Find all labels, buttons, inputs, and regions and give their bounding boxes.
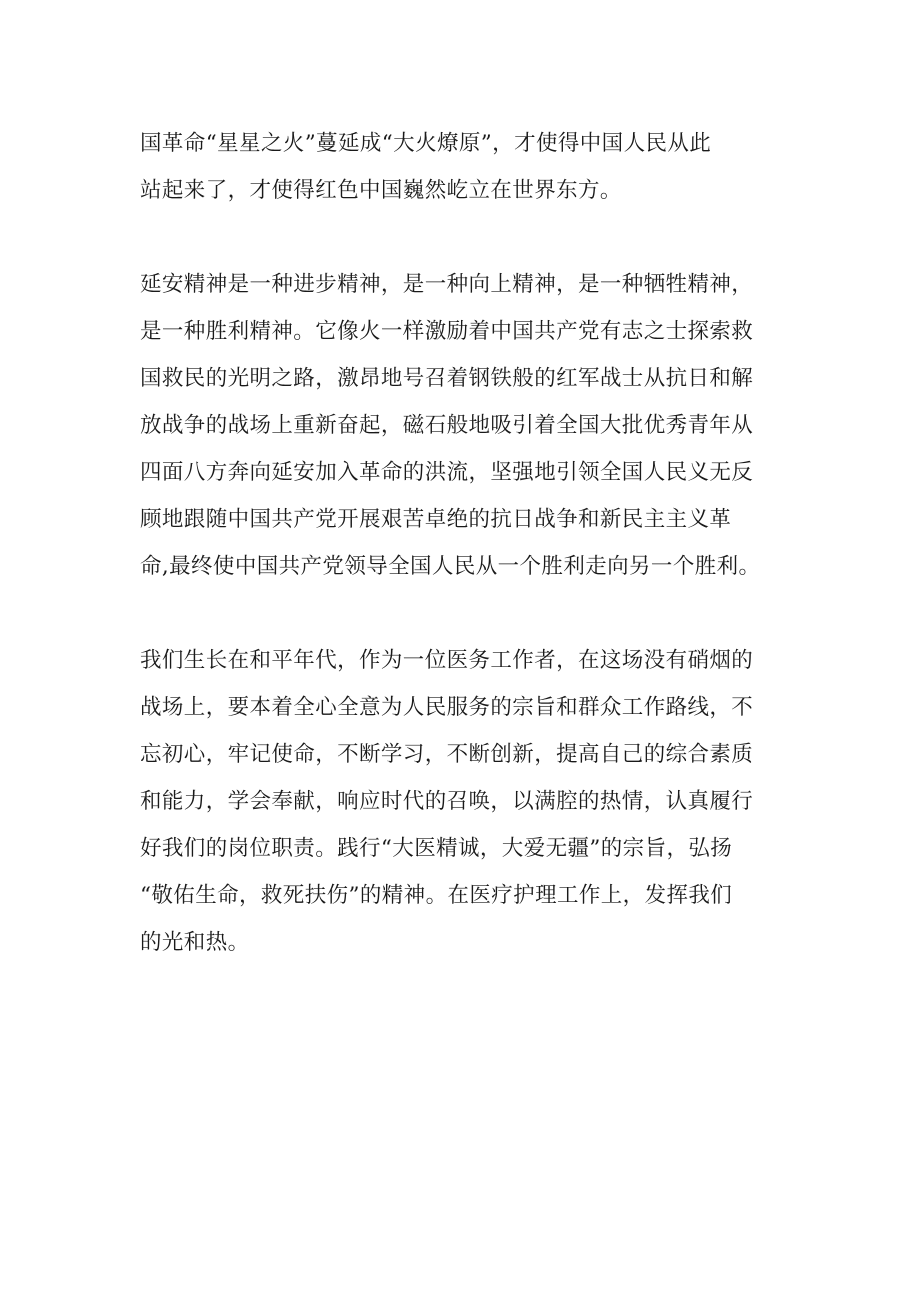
paragraph-1: 国革命“星星之火”蔓延成“大火燎原”，才使得中国人民从此 站起来了，才使得红色中国巍然屹立在世界东方。 — [140, 131, 712, 203]
paragraph-3: 我们生长在和平年代，作为一位医务工作者，在这场没有硝烟的 战场上，要本着全心全意为人民服务的宗旨和群众工作路线，不 忘初心，牢记使命，不断学习，不断创新，提高自己的综合素质 和能力，学会奉献，响应时代的召唤，以满腔的热情，认真履行 好我们的岗位职责。践行“大医精诚，大爱无疆”的宗旨，弘扬 “敬佑生命，救死扶伤”的精神。在医疗护理工作上，发挥我们 的光和热。 — [140, 648, 754, 955]
document-page — [140, 120, 785, 966]
paragraph-2: 延安精神是一种进步精神，是一种向上精神，是一种牺牲精神， 是一种胜利精神。它像火一样激励着中国共产党有志之士探索救 国救民的光明之路，激昂地号召着钢铁般的红军战士从抗日和解 放战争的战场上重新奋起，磁石般地吸引着全国大批优秀青年从 四面八方奔向延安加入革命的洪流，坚强地引领全国人民义无反 顾地跟随中国共产党开展艰苦卓绝的抗日战争和新民主主义革 命,最终使中国共产党领导全国人民从一个胜利走向另一个胜利。 — [140, 272, 761, 579]
